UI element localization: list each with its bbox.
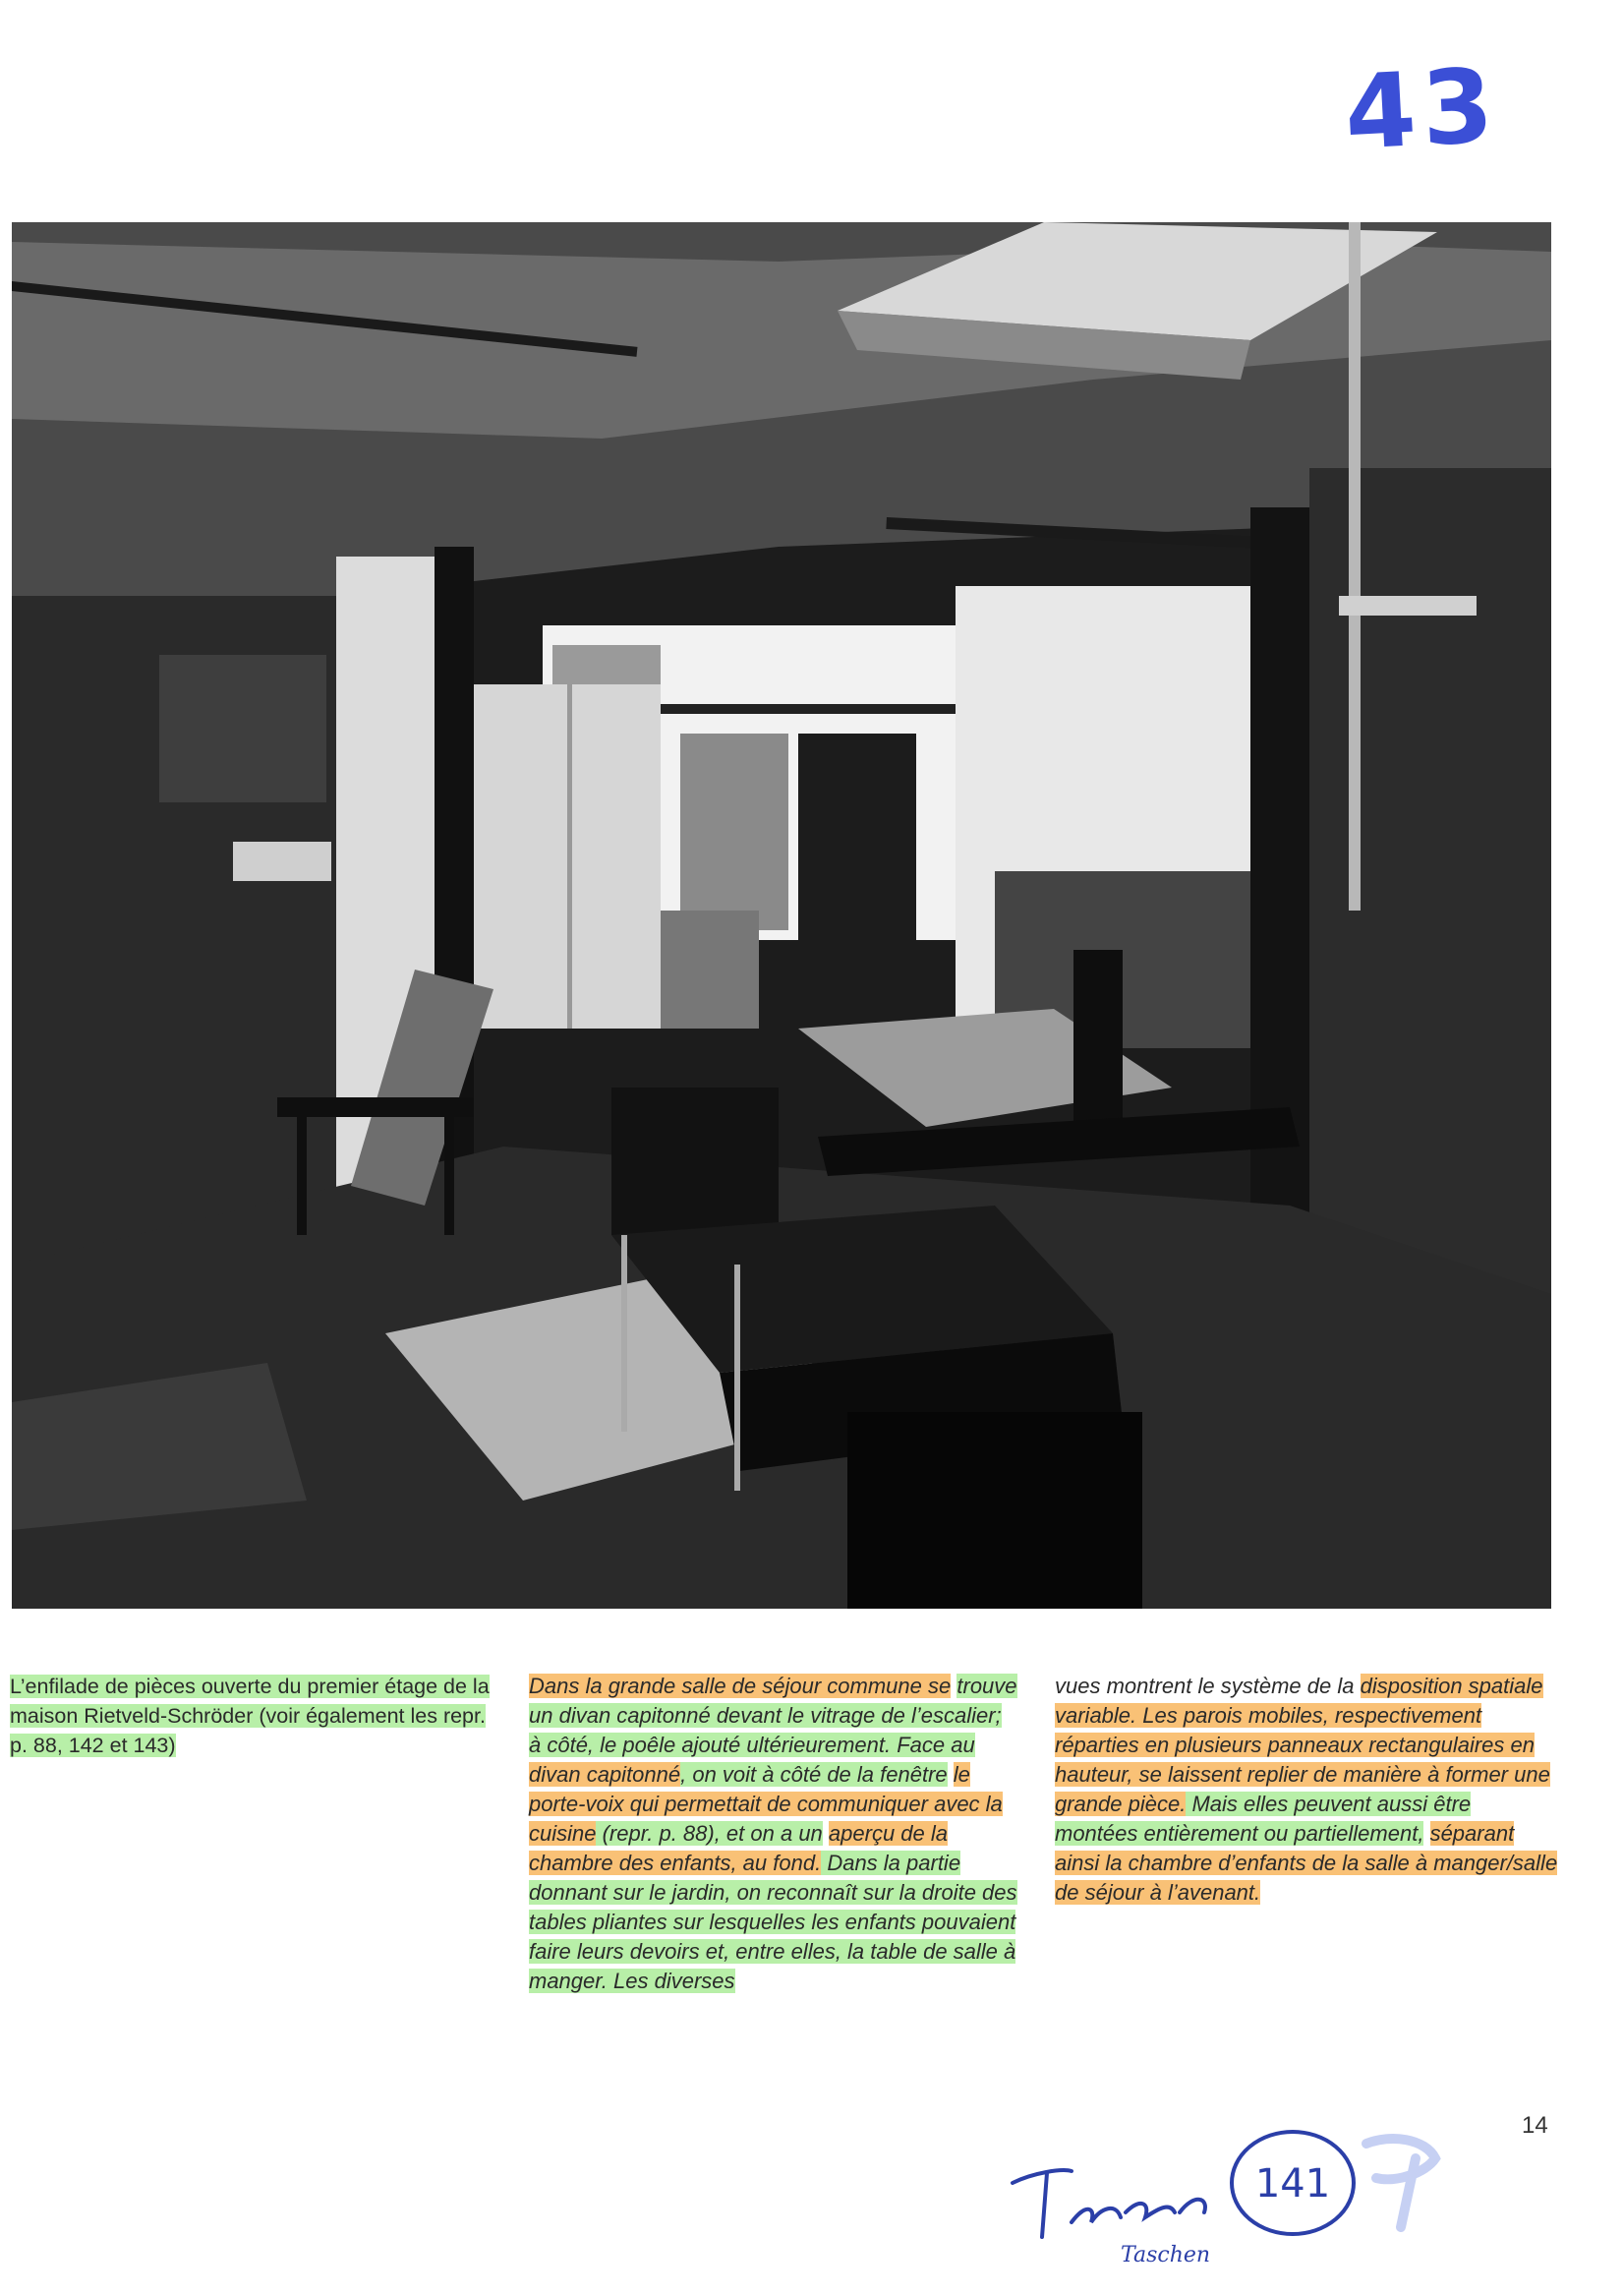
right-text-3: Mais elles peuvent aussi être montées entièrement ou partiellement, [1055,1792,1472,1846]
circled-number: 141 [1254,2161,1331,2207]
faded-mark [1366,2139,1435,2227]
signature-scribble [1013,2170,1205,2237]
signature-text: Taschen [1121,2243,1211,2267]
body-column-right [1055,1672,1558,1908]
middle-text-7: aperçu de la chambre des enfants, au fond. [529,1821,949,1875]
photo-illustration [12,222,1551,1609]
middle-text-4: , on voit à côté de la fenêtre [680,1762,948,1787]
caption-text: L’enfilade de pièces ouverte du premier étage de la maison Rietveld-Schröder (voir également les repr. p. 88, 142 et 143) [10,1675,490,1757]
right-text-1: vues montrent le système de la [1055,1674,1355,1698]
middle-text-6: (repr. p. 88), et on a un [596,1821,823,1846]
right-text-2: disposition spatiale variable. Les parois mobiles, respectivement réparties en plusieurs panneaux rectangulaires en hauteur, se laissent replier de manière à former une grande pièce. [1055,1674,1550,1816]
photo-caption [10,1672,492,1760]
handwritten-page-number: 43 [1341,44,1502,174]
interior-photograph [12,222,1551,1609]
handwritten-annotation [1003,2114,1465,2271]
middle-text-3: divan capitonné [529,1762,681,1787]
body-column-middle [529,1672,1018,1996]
middle-text-5: le porte-voix qui permettait de communiquer avec la cuisine [529,1762,1003,1846]
middle-text-2: trouve un divan capitonné devant le vitrage de l’escalier; à côté, le poêle ajouté ultérieurement. Face au [529,1674,1017,1757]
middle-text-1: Dans la grande salle de séjour commune se [529,1674,952,1698]
right-text-4: séparant ainsi la chambre d’enfants de la salle à manger/salle de séjour à l’avenant. [1055,1821,1558,1905]
printed-page-folio: 14 [1522,2112,1548,2139]
middle-text-8: Dans la partie donnant sur le jardin, on reconnaît sur la droite des tables pliantes sur lesquelles les enfants pouvaient faire leurs devoirs et, entre elles, la table de salle à manger. Les diverses [529,1851,1017,1993]
